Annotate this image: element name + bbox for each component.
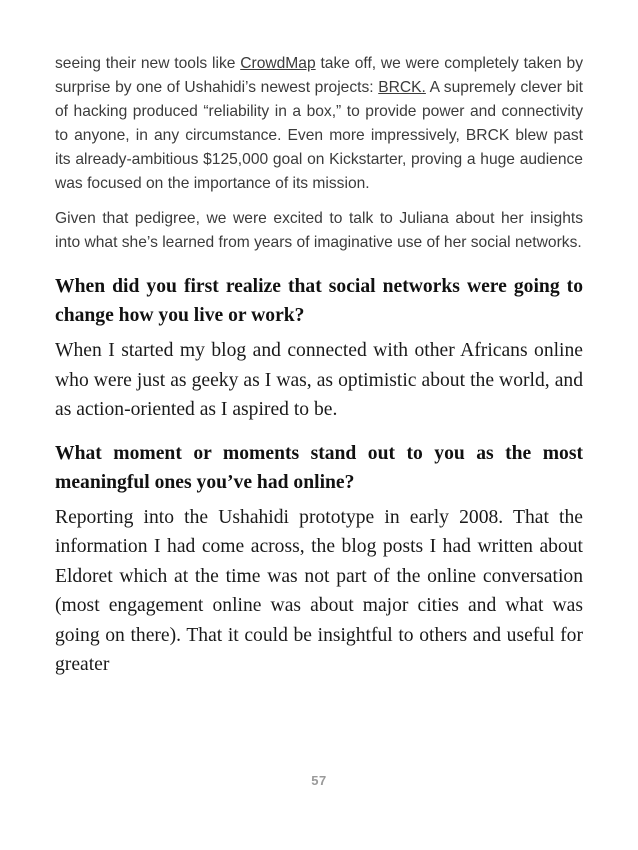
- intro-text-1: seeing their new tools like: [55, 55, 241, 72]
- question-2: What moment or moments stand out to you as the most meaningful ones you’ve had online?: [55, 442, 583, 493]
- intro-paragraph-2: Given that pedigree, we were excited to talk to Juliana about her insights into what she’s learned from years of imaginative use of her social networks.: [55, 210, 583, 251]
- intro-text-3: A supremely clever bit of hacking produced “reliability in a box,” to provide power and connectivity to anyone, in any circumstance. Even more impressively, BRCK blew past its already-ambitious $125,000 goal on Kickstarter, proving a huge audience was focused on the importance of its mission.: [55, 79, 583, 192]
- crowdmap-link[interactable]: CrowdMap: [240, 55, 316, 72]
- brck-link[interactable]: BRCK.: [378, 79, 426, 96]
- intro-text-2: take off, we were completely taken by surprise by one of Ushahidi’s newest projects:: [55, 55, 583, 96]
- answer-2: Reporting into the Ushahidi prototype in early 2008. That the information I had come across, the blog posts I had written about Eldoret which at the time was not part of the online conversation (most engagement online was about major cities and what was going on there). That it could be insightful to others and useful for greater: [55, 506, 583, 675]
- question-1: When did you first realize that social networks were going to change how you live or work?: [55, 276, 583, 326]
- page-number: 57: [311, 773, 327, 788]
- answer-1: When I started my blog and connected with other Africans online who were just as geeky as I was, as optimistic about the world, and as action-oriented as I aspired to be.: [55, 340, 583, 420]
- page-content: [55, 52, 583, 680]
- intro-paragraph-1: [55, 52, 583, 196]
